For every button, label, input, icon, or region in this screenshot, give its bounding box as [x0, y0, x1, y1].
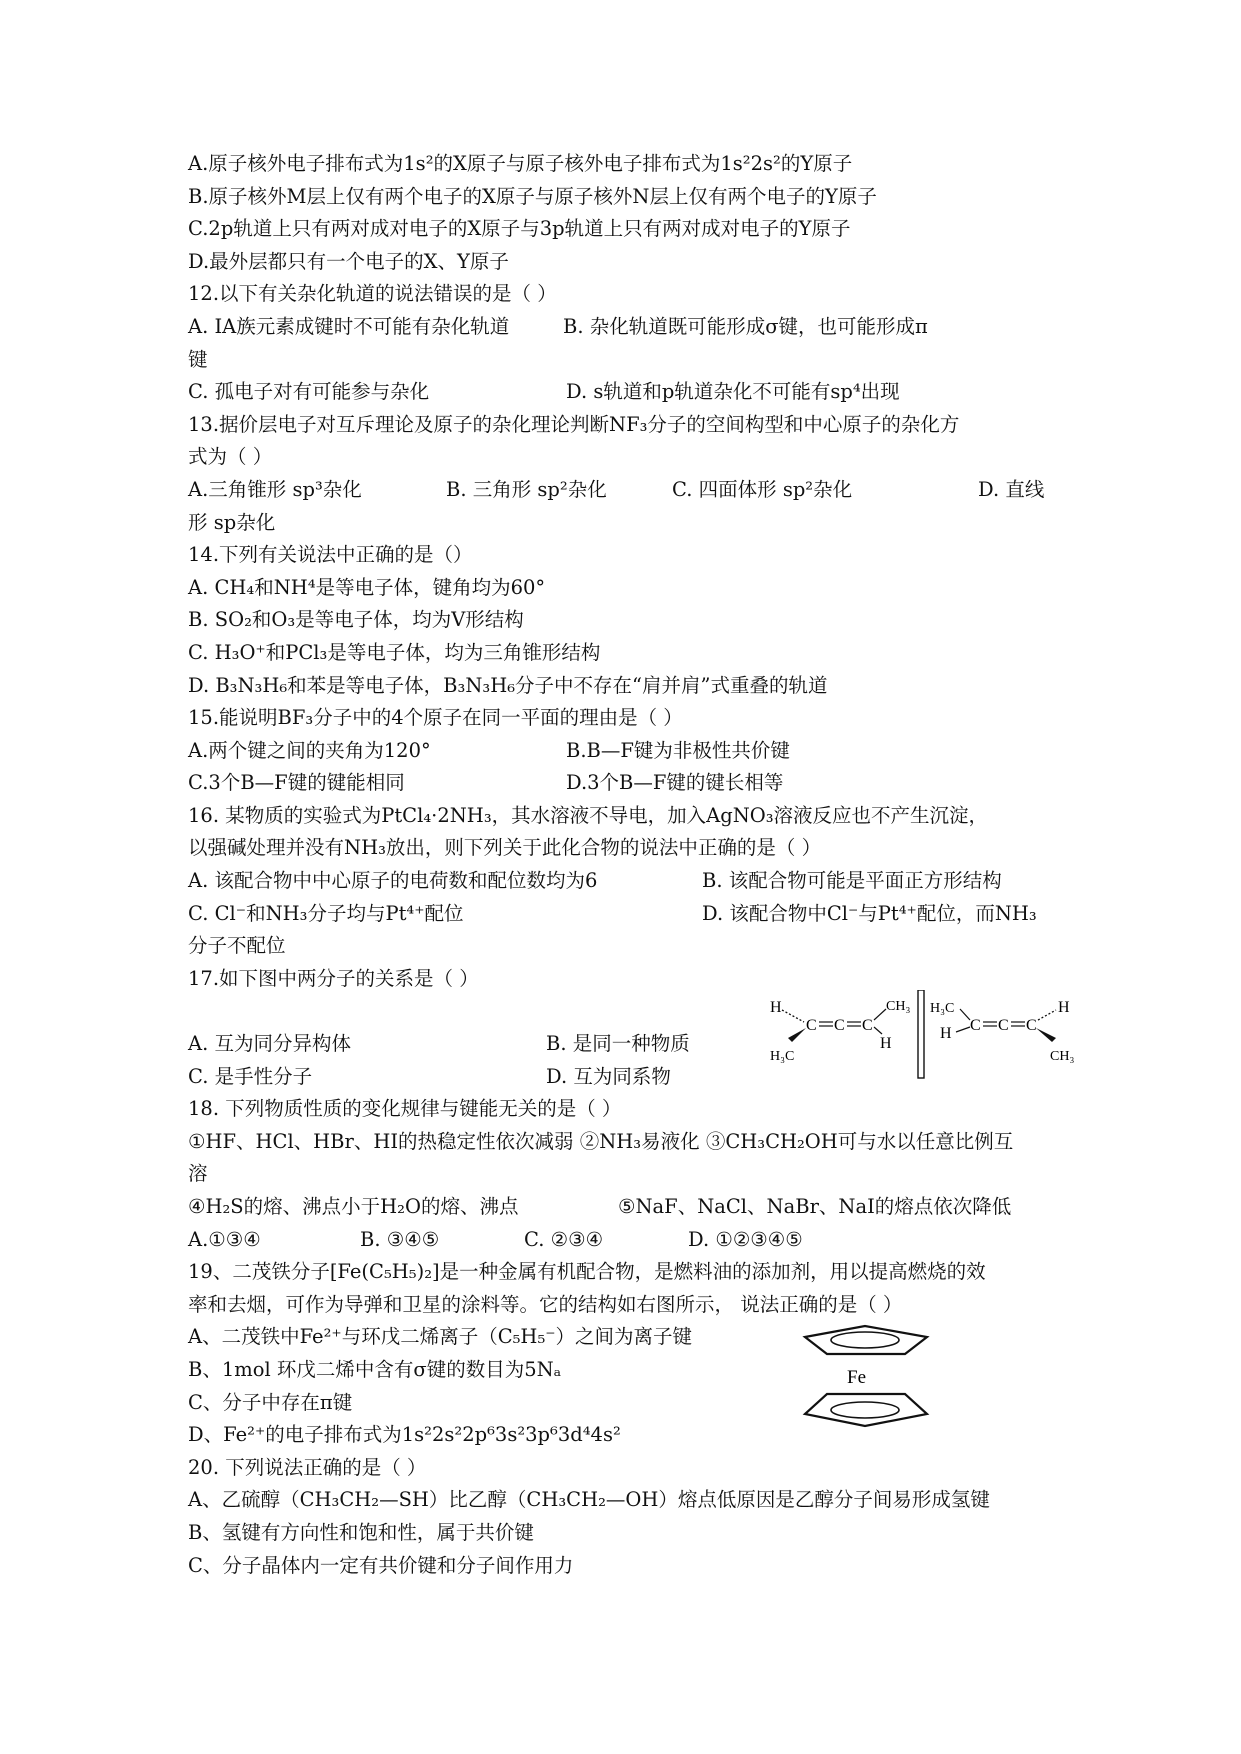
q17-stem-text: 17.如下图中两分子的关系是（ ）: [188, 966, 479, 990]
cyclopentadienyl-ring-bottom: [805, 1394, 927, 1426]
allene-mirror-figure: [770, 990, 1080, 1080]
q18-stem-text: 18. 下列物质性质的变化规律与键能无关的是（ ）: [188, 1097, 622, 1121]
q13-option-d-cont: [188, 507, 1078, 540]
q19-stem1-text: 19、二茂铁分子[Fe(C₅H₅)₂]是一种金属有机配合物，是燃料油的添加剂，用以提高燃烧的效: [188, 1260, 986, 1284]
allene-left-h: H: [770, 999, 782, 1016]
q12-option-b: B. 杂化轨道既可能形成σ键，也可能形成π: [563, 314, 928, 338]
q18-option-d: D. ①②③④⑤: [688, 1227, 803, 1251]
q18-line1-text: ①HF、HCl、HBr、HI的热稳定性依次减弱 ②NH₃易液化 ③CH₃CH₂OH可与水以任意比例互: [188, 1129, 1014, 1153]
q12-option-c: C. 孤电子对有可能参与杂化: [188, 380, 430, 404]
allene-left-c3: C: [862, 1017, 873, 1034]
allene-right-c1: C: [970, 1017, 981, 1034]
q12-option-b-cont-text: 键: [188, 347, 208, 371]
q14-option-a: [188, 572, 1078, 605]
allene-right-ch3: CH₃: [1050, 1049, 1075, 1064]
q18-item-4: ④H₂S的熔、沸点小于H₂O的熔、沸点: [188, 1195, 519, 1218]
q20-option-b-text: B、氢键有方向性和饱和性，属于共价键: [188, 1520, 534, 1544]
q17-option-c: C. 是手性分子: [188, 1064, 313, 1088]
q20-stem: [188, 1452, 1078, 1485]
q18-line2: [188, 1191, 1078, 1224]
q12-option-b-cont: [188, 344, 1078, 377]
mirror-plane: [918, 990, 924, 1078]
q18-option-c: C. ②③④: [524, 1227, 604, 1251]
cyclopentadienyl-ring-top: [805, 1326, 927, 1354]
q11-option-b: [188, 181, 1078, 214]
q17-option-a: A. 互为同分异构体: [188, 1032, 351, 1056]
q18-line1-cont-text: 溶: [188, 1162, 208, 1186]
q20-option-a: [188, 1484, 1078, 1517]
q13-options: [188, 474, 1078, 507]
q16-option-d: D. 该配合物中Cl⁻与Pt⁴⁺配位，而NH₃: [702, 901, 1037, 925]
q16-options-cd: [188, 898, 1078, 931]
q16-options-ab: [188, 865, 1078, 898]
allene-left-h3c: H₃C: [770, 1049, 795, 1064]
q20-option-a-text: A、乙硫醇（CH₃CH₂—SH）比乙醇（CH₃CH₂—OH）熔点低原因是乙醇分子间易形成氢键: [188, 1488, 990, 1512]
q17-option-d: D. 互为同系物: [546, 1064, 671, 1088]
q12-option-d: D. s轨道和p轨道杂化不可能有sp⁴出现: [566, 380, 900, 404]
q12-options-ab: [188, 311, 1078, 344]
q11-option-c: [188, 213, 1078, 246]
q16-stem-line1: [188, 800, 1078, 833]
q15-option-c: C.3个B—F键的键能相同: [188, 771, 405, 795]
q19-option-a-text: A、二茂铁中Fe²⁺与环戊二烯离子（C₅H₅⁻）之间为离子键: [188, 1325, 693, 1349]
q11-option-c-text: C.2p轨道上只有两对成对电子的X原子与3p轨道上只有两对成对电子的Y原子: [188, 217, 851, 241]
q15-stem-text: 15.能说明BF₃分子中的4个原子在同一平面的理由是（ ）: [188, 706, 683, 730]
q13-stem1-text: 13.据价层电子对互斥理论及原子的杂化理论判断NF₃分子的空间构型和中心原子的杂化方: [188, 412, 960, 436]
q19-option-c-text: C、分子中存在π键: [188, 1390, 353, 1414]
q16-option-d-cont: [188, 930, 1078, 963]
q12-stem-text: 12.以下有关杂化轨道的说法错误的是（ ）: [188, 282, 557, 306]
q13-option-a: A.三角锥形 sp³杂化: [188, 477, 362, 501]
q16-stem2-text: 以强碱处理并没有NH₃放出，则下列关于此化合物的说法中正确的是（ ）: [188, 836, 822, 860]
q13-option-d-cont-text: 形 sp杂化: [188, 510, 276, 534]
allene-right-h2: H: [1058, 999, 1070, 1016]
allene-left-ch3: CH₃: [886, 999, 911, 1014]
q20-option-c: [188, 1550, 1078, 1583]
q16-option-d-cont-text: 分子不配位: [188, 934, 286, 958]
q16-stem-line2: [188, 832, 1078, 865]
ferrocene-svg: [795, 1322, 935, 1432]
allene-left-c2: C: [834, 1017, 845, 1034]
q11-option-d-text: D.最外层都只有一个电子的X、Y原子: [188, 249, 509, 273]
q13-option-b: B. 三角形 sp²杂化: [446, 477, 607, 501]
q13-stem-line1: [188, 409, 1078, 442]
q19-option-b-text: B、1mol 环戊二烯中含有σ键的数目为5Nₐ: [188, 1357, 562, 1381]
allene-mirror-svg: [770, 990, 1080, 1080]
q13-option-d: D. 直线: [978, 477, 1045, 501]
ferrocene-fe-label: Fe: [847, 1367, 866, 1388]
q12-options-cd: [188, 376, 1078, 409]
q14-option-c: [188, 637, 1078, 670]
q11-option-a: [188, 148, 1078, 181]
q19-option-b: [188, 1354, 1078, 1387]
q16-stem1-text: 16. 某物质的实验式为PtCl₄·2NH₃，其水溶液不导电，加入AgNO₃溶液反应也不产生沉淀，: [188, 803, 989, 827]
q13-stem2-text: 式为（ ）: [188, 445, 273, 469]
q18-line1-cont: [188, 1158, 1078, 1191]
q15-stem: [188, 702, 1078, 735]
q12-stem: [188, 278, 1078, 311]
q15-option-b: B.B—F键为非极性共价键: [566, 738, 790, 762]
q15-option-a: A.两个键之间的夹角为120°: [188, 738, 431, 762]
q15-option-d: D.3个B—F键的键长相等: [566, 771, 784, 795]
document-body: [188, 148, 1078, 1582]
q19-option-a: [188, 1321, 1078, 1354]
q20-option-b: [188, 1517, 1078, 1550]
q18-option-b: B. ③④⑤: [360, 1227, 440, 1251]
q20-option-c-text: C、分子晶体内一定有共价键和分子间作用力: [188, 1553, 574, 1577]
q18-line1: [188, 1126, 1078, 1159]
q14-stem: [188, 539, 1078, 572]
q11-option-d: [188, 246, 1078, 279]
allene-left-c1: C: [806, 1017, 817, 1034]
q14-option-d: [188, 670, 1078, 703]
q14-option-b-text: B. SO₂和O₃是等电子体，均为V形结构: [188, 608, 524, 632]
q18-options: [188, 1224, 1078, 1257]
allene-right-c3: C: [1026, 1017, 1037, 1034]
q14-option-d-text: D. B₃N₃H₆和苯是等电子体，B₃N₃H₆分子中不存在“肩并肩”式重叠的轨道: [188, 673, 828, 697]
q19-stem-line2: [188, 1289, 1078, 1322]
allene-left-h2: H: [880, 1035, 892, 1052]
q18-option-a: A.①③④: [188, 1227, 261, 1251]
q18-item-5: ⑤NaF、NaCl、NaBr、NaI的熔点依次降低: [618, 1195, 1012, 1218]
q12-option-a: A. ⅠA族元素成键时不可能有杂化轨道: [188, 314, 510, 338]
q19-option-d-text: D、Fe²⁺的电子排布式为1s²2s²2p⁶3s²3p⁶3d⁴4s²: [188, 1423, 621, 1447]
q19-stem2-text: 率和去烟，可作为导弹和卫星的涂料等。它的结构如右图所示， 说法正确的是（ ）: [188, 1292, 903, 1316]
q14-option-a-text: A. CH₄和NH⁴是等电子体，键角均为60°: [188, 575, 546, 599]
q15-options-cd: [188, 767, 1078, 800]
q19-option-c: [188, 1387, 1078, 1420]
q14-option-c-text: C. H₃O⁺和PCl₃是等电子体，均为三角锥形结构: [188, 640, 601, 664]
q15-options-ab: [188, 735, 1078, 768]
q16-option-c: C. Cl⁻和NH₃分子均与Pt⁴⁺配位: [188, 901, 464, 925]
allene-right-h: H: [940, 1025, 952, 1042]
q19-option-d: [188, 1419, 1078, 1452]
q17-option-b: B. 是同一种物质: [546, 1032, 690, 1056]
q14-option-b: [188, 604, 1078, 637]
q13-stem-line2: [188, 441, 1078, 474]
allene-right-c2: C: [998, 1017, 1009, 1034]
q11-option-a-text: A.原子核外电子排布式为1s²的X原子与原子核外电子排布式为1s²2s²的Y原子: [188, 152, 853, 175]
q11-option-b-text: B.原子核外M层上仅有两个电子的X原子与原子核外N层上仅有两个电子的Y原子: [188, 184, 877, 208]
ferrocene-figure: [795, 1322, 935, 1432]
q18-stem: [188, 1093, 1078, 1126]
q20-stem-text: 20. 下列说法正确的是（ ）: [188, 1455, 427, 1479]
q13-option-c: C. 四面体形 sp²杂化: [672, 477, 853, 501]
q19-stem-line1: [188, 1256, 1078, 1289]
q14-stem-text: 14.下列有关说法中正确的是（）: [188, 543, 473, 567]
allene-right-h3c: H₃C: [930, 1001, 955, 1016]
q16-option-b: B. 该配合物可能是平面正方形结构: [702, 869, 1002, 893]
q16-option-a: A. 该配合物中中心原子的电荷数和配位数均为6: [188, 869, 598, 893]
